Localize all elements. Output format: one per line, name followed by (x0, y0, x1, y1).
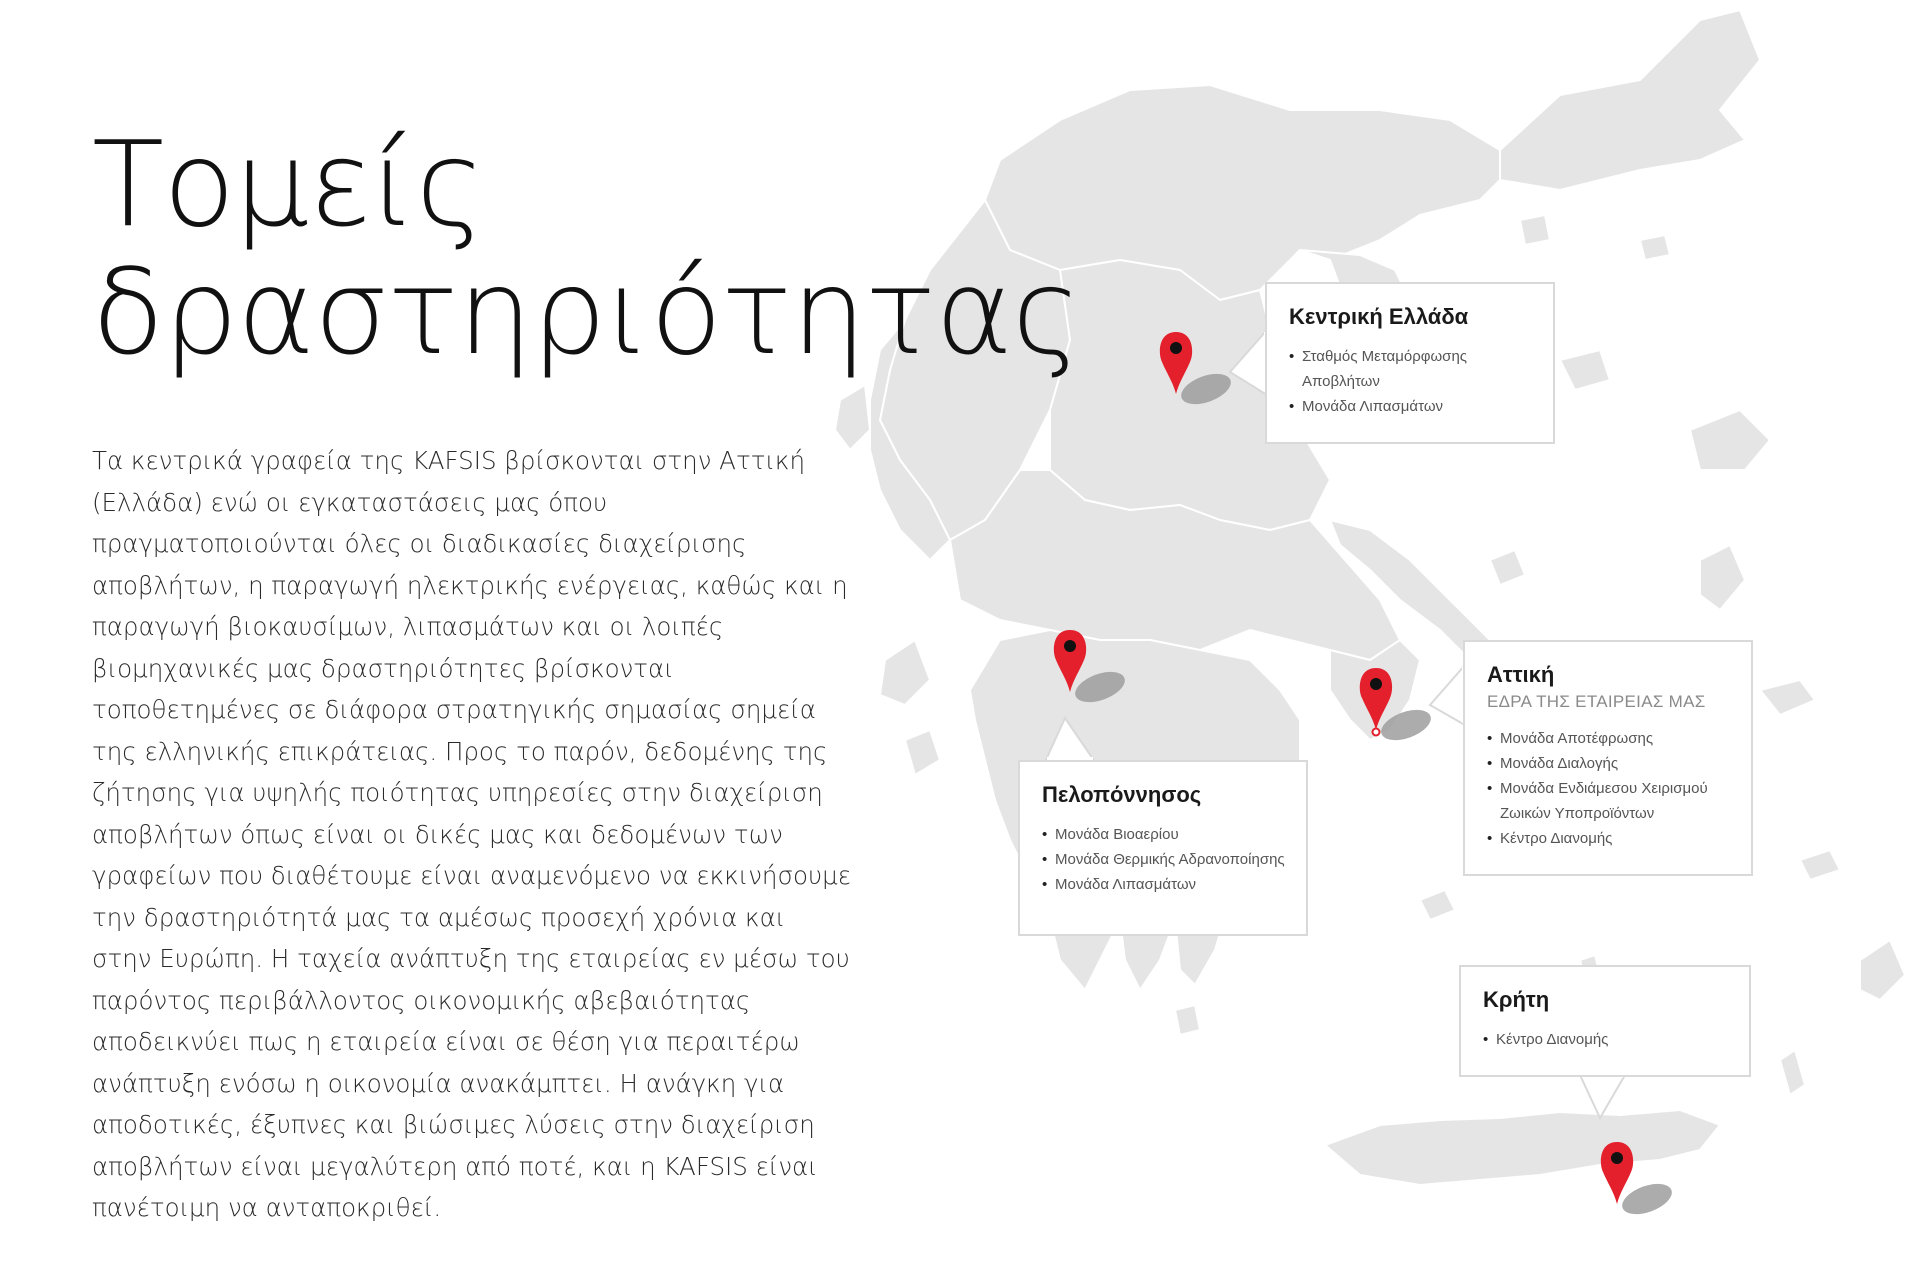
list-item: • Μονάδα Λιπασμάτων (1289, 394, 1533, 419)
island-kefalonia (880, 640, 930, 705)
island-samothraki (1640, 235, 1670, 260)
list-item: • Κέντρο Διανομής (1483, 1027, 1729, 1052)
callout-attiki-subtitle: ΕΔΡΑ ΤΗΣ ΕΤΑΙΡΕΙΑΣ ΜΑΣ (1487, 692, 1706, 711)
list-item: • Μονάδα Ενδιάμεσου Χειρισμού Ζωικών Υποπροϊόντων (1487, 776, 1731, 826)
list-item: • Σταθμός Μεταμόρφωσης Αποβλήτων (1289, 344, 1533, 394)
list-item: • Μονάδα Λιπασμάτων (1042, 872, 1286, 897)
island-zakynthos (905, 730, 940, 775)
island-rhodes (1860, 940, 1905, 1000)
intro-paragraph: Τα κεντρικά γραφεία της KAFSIS βρίσκονται στην Αττική (Ελλάδα) ενώ οι εγκαταστάσεις μας όπου πραγματοποιούνται όλες οι διαδικασίες διαχείρισης αποβλήτων, η παραγωγή ηλεκτρικής ενέργειας, καθώς και η παραγωγή βιοκαυσίμων, λιπασμάτων και οι λοιπές βιομηχανικές μας δραστηριότητες βρίσκονται τοποθετημένες σε διάφορα στρατηγικής σημασίας σημεία της ελληνικής επικράτειας. Προς το παρόν, δεδομένης της ζήτησης για υψηλής ποιότητας υπηρεσίες στην διαχείριση αποβλήτων όπως είναι οι δικές μας και δεδομένων των γραφείων που διαθέτουμε είναι αναμενόμενο να εκκινήσουμε την δραστηριότητά μας τα αμέσως προσεχή χρόνια και στην Ευρώπη. Η ταχεία ανάπτυξη της εταιρείας εν μέσω του παρόντος περιβάλλοντος οικονομικής αβεβαιότητας αποδεικνύει πως η εταιρεία είναι σε θέση για περαιτέρω ανάπτυξη ενόσω η οικονομία ανακάμπτει. Η ανάγκη για αποδοτικές, έξυπνες και βιώσιμες λύσεις στην διαχείριση αποβλήτων είναι μεγαλύτερη από ποτέ, και η KAFSIS είναι πανέτοιμη να ανταποκριθεί. (92, 446, 851, 1222)
page-title (92, 115, 1081, 381)
island-lesvos (1690, 410, 1770, 470)
page-title-line2: δραστηριότητας (92, 243, 1081, 381)
callout-peloponnese-title: Πελοπόννησος (1042, 782, 1202, 807)
callout-attiki (1463, 640, 1753, 876)
page-title-line1: Τομείς (92, 115, 485, 253)
callout-central-list (1289, 344, 1533, 419)
list-item: • Μονάδα Αποτέφρωσης (1487, 726, 1731, 751)
callout-central-title: Κεντρική Ελλάδα (1289, 304, 1469, 329)
island-thasos (1520, 215, 1550, 245)
island-skyros (1490, 550, 1525, 585)
list-item: • Μονάδα Θερμικής Αδρανοποίησης (1042, 847, 1286, 872)
list-item: • Μονάδα Βιοαερίου (1042, 822, 1286, 847)
island-kos (1800, 850, 1840, 880)
callout-crete (1459, 965, 1751, 1077)
island-chios (1700, 545, 1745, 610)
callout-attiki-title: Αττική (1487, 662, 1555, 687)
island-kythira (1175, 1005, 1200, 1035)
callout-peloponnese (1018, 760, 1308, 936)
region-crete (1325, 1110, 1720, 1185)
list-item: • Κέντρο Διανομής (1487, 826, 1731, 851)
callout-central-greece (1265, 282, 1555, 444)
callout-crete-list (1483, 1027, 1729, 1052)
list-item: • Μονάδα Διαλογής (1487, 751, 1731, 776)
callout-attiki-list (1487, 726, 1731, 851)
region-thrace (1500, 10, 1760, 190)
callout-crete-title: Κρήτη (1483, 987, 1550, 1012)
island-karpathos (1780, 1050, 1805, 1095)
callout-peloponnese-list (1042, 822, 1286, 897)
island-samos (1760, 680, 1815, 715)
island-lemnos (1560, 350, 1610, 390)
island-milos (1420, 890, 1455, 920)
